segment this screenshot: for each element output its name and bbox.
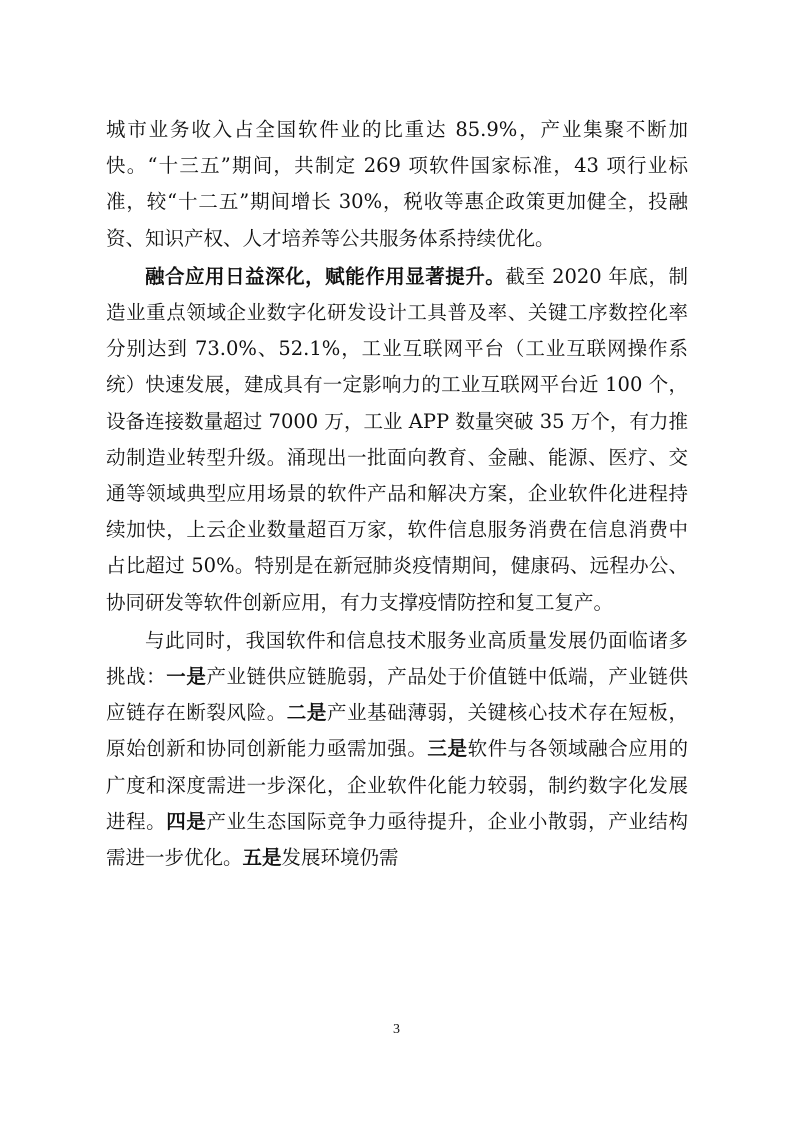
document-body	[106, 112, 688, 876]
challenge-text-1: 产业链供应链脆弱，产品处于价值链中低端，产业链供应链存在断裂风险。	[106, 665, 688, 725]
challenge-text-2: 产业基础薄弱，关键核心技术存在短板，原始创新和协同创新能力亟需加强。	[106, 701, 688, 761]
challenge-label-2: 二是	[286, 701, 327, 725]
paragraph-integration	[106, 259, 688, 621]
challenge-label-5: 五是	[242, 846, 282, 870]
paragraph-industry-cluster	[106, 112, 688, 257]
challenge-text-5: 发展环境仍需	[281, 846, 399, 870]
challenge-text-4: 产业生态国际竞争力亟待提升，企业小散弱，产业结构需进一步优化。	[106, 809, 688, 870]
challenge-intro: 与此同时，我国软件和信息技术服务业高质量发展仍面临诸多挑战：	[106, 628, 688, 689]
paragraph-text: 截至 2020 年底，制造业重点领域企业数字化研发设计工具普及率、关键工序数控化率分别达到 73.0%、52.1%，工业互联网平台（工业互联网操作系统）快速发展，建成具有一定影响力的工业互联网平台近 100 个，设备连接数量超过 7000 万，工业 APP 数量突破 35 万个，有力推动制造业转型升级。涌现出一批面向教育、金融、能源、医疗、交通等领域典型应用场景的软件产品和解决方案，企业软件化进程持续加快，上云企业数量超百万家，软件信息服务消费在信息消费中占比超过 50%。特别是在新冠肺炎疫情期间，健康码、远程办公、协同研发等软件创新应用，有力支撑疫情防控和复工复产。	[106, 264, 688, 614]
paragraph-lead-heading: 融合应用日益深化，赋能作用显著提升。	[145, 264, 506, 288]
page-number: 3	[393, 1022, 400, 1037]
paragraph-text: 城市业务收入占全国软件业的比重达 85.9%，产业集聚不断加快。“十三五”期间，共制定 269 项软件国家标准，43 项行业标准，较“十二五”期间增长 30%，税收等惠企政策更加健全，投融资、知识产权、人才培养等公共服务体系持续优化。	[106, 118, 688, 250]
paragraph-challenges	[106, 623, 688, 876]
challenge-text-3: 软件与各领域融合应用的广度和深度需进一步深化，企业软件化能力较弱，制约数字化发展进程。	[106, 737, 688, 833]
challenge-label-1: 一是	[166, 665, 207, 689]
challenge-label-4: 四是	[166, 809, 207, 833]
challenge-label-3: 三是	[427, 737, 468, 761]
